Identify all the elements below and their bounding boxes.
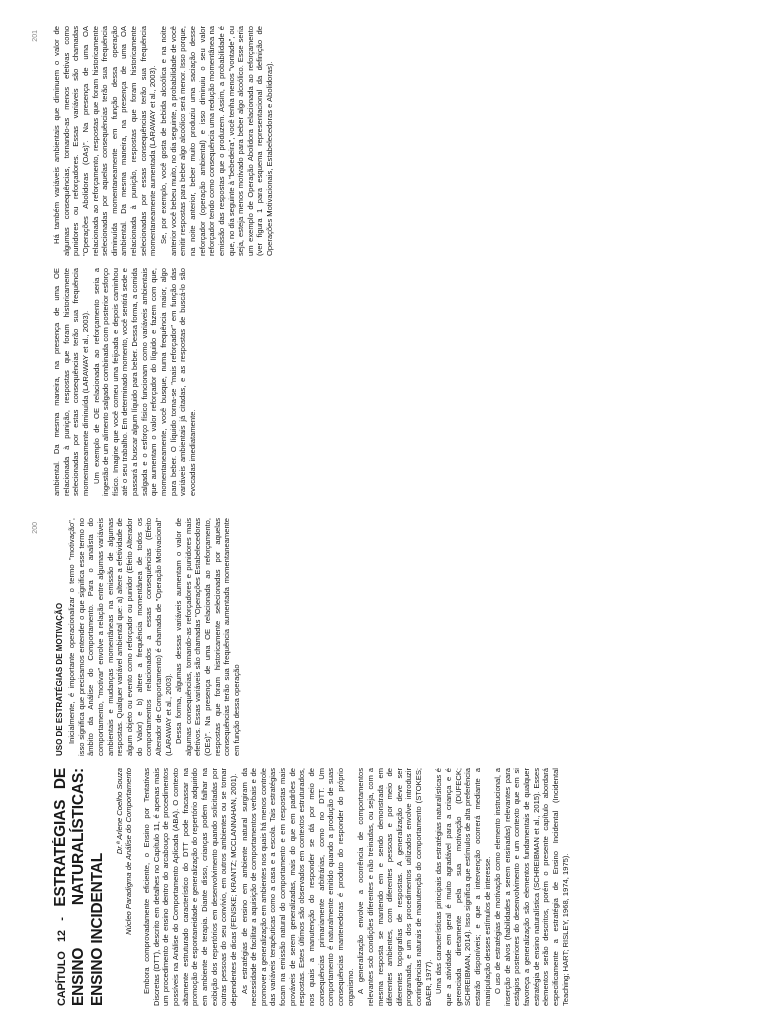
paragraph: Se, por exemplo, você gosta de bebida alcoólica e na noite anterior você bebeu muito, no dia seguinte, a probabilidade de você emitir respostas para beber algo alcoólico será menor. Isso porque, na noite anterior, beber muito produziu uma saciação desse reforçador (operação ambiental) e isso diminuiu o seu valor reforçador tendo como consequência uma redução momentânea na emissão das respostas que o produzem. Assim, a probabilidade é que, no dia seguinte à "bebedeira", você tenha menos "vontade", ou seja, esteja menos motivado para beber algo alcoólico. Esse seria um exemplo de Operação Abolidora relacionada ao reforçamento (ver figura 1 para esquema representacional da definição de Operações Motivacionais, Estabelecedoras e Abolidoras). — [159, 26, 275, 256]
page-number-left: 200 — [32, 522, 39, 534]
right-page-column-1 — [52, 268, 698, 496]
paragraph: Embora comprovadamente eficiente, o Ensino por Tentativas Discretas (DTT), descrito em detalhes no Capítulo 11, é apenas mais um procedimento de ensino dentro do arcabouço de procedimentos possíveis na Análise do Comportamento Aplicada (ABA). O contexto altamente estruturado característico do DTT pode fracassar na promoção de espontaneidade e generalização do repertório adquirido em ambiente de terapia. Diante disso, crianças podem falhar na exibição dos repertórios em desenvolvimento quando solicitadas por outras pessoas do seu convívio, em outros ambientes ou se tornar dependentes de dicas (FENSKE; KRANTZ; MCCLANNAHAN, 2001). — [142, 768, 238, 1006]
paragraph: O uso de estratégias de motivação como elemento instrucional, a inserção de alvos (habilidades a serem ensinadas) relevantes para estágios posteriores do desenvolvimento e um contexto que em si favoreça a generalização são elementos fundamentais de qualquer estratégia de ensino naturalística (SCHREIBMAN et al., 2015). Esses elementos serão descritos, porém o presente capítulo abordará especificamente a estratégia de Ensino Incidental (Incidental Teaching; HART; RISLEY, 1968, 1974, 1975). — [493, 768, 570, 1006]
paragraph: Dessa forma, algumas dessas variáveis aumentam o valor de algumas consequências, tornando-as reforçadores e punidores mais efetivos. Essas variáveis são chamadas "Operações Estabelecedoras (OEs)". Na presença de uma OE relacionada ao reforçamento, respostas que foram historicamente selecionadas por aquelas consequências terão sua frequência aumentada momentaneamente em função dessa operação — [174, 518, 242, 756]
paragraph: Um exemplo de OE relacionada ao reforçamento seria a ingestão de um alimento salgado combinada com posterior esforço físico. Imagine que você comeu uma feijoada e depois caminhou até o seu trabalho. Em determinado momento, você sentirá sede e passará a buscar algum líquido para beber. Dessa forma, a comida salgada e o esforço físico funcionam como variáveis ambientais que aumentam o valor reforçador do líquido e fazem com que, momentaneamente, você busque, numa frequência maior, algo para beber. O líquido torna-se "mais reforçador" em função das variáveis ambientais já citadas, e as respostas de buscá-lo são evocadas imediatamente. — [91, 268, 197, 496]
section-heading: USO DE ESTRATÉGIAS DE MOTIVAÇÃO — [55, 602, 64, 756]
right-page — [32, 26, 698, 496]
chapter-title-text: ESTRATÉGIAS DE ENSINO NATURALÍSTICAS: ENSINO INCIDENTAL — [52, 768, 106, 1006]
author-affiliation: Núcleo Paradigma de Análise do Comportamento — [124, 768, 134, 935]
left-page-column-2 — [52, 518, 698, 756]
paragraph: A generalização envolve a ocorrência de comportamentos relevantes sob condições diferentes e não treinadas, ou seja, com a mesma resposta se mantendo em e sendo demonstrada em diferentes ambientes, com diferentes pessoas e por meio de diferentes topografias de respostas. A generalização deve ser programada, e um dos procedimentos utilizados envolve introduzir contingências naturais de manutenção do comportamento (STOKES; BAER, 1977). — [356, 768, 433, 1006]
paragraph: ambiental. Da mesma maneira, na presença de uma OE relacionada à punição, respostas que foram historicamente selecionadas por estas consequências terão sua frequência momentaneamente diminuída (LARAWAY et al., 2003). — [52, 268, 90, 496]
page-number-right: 201 — [32, 30, 39, 42]
paragraph: Há também variáveis ambientais que diminuem o valor de algumas consequências, tornando-as menos efetivas como punidores ou reforçadores. Essas variáveis são chamadas "Operações Abolidoras (OAs)". Na presença de uma OA relacionada ao reforçamento, respostas que foram historicamente selecionadas por aquelas consequências terão sua frequência diminuída momentaneamente em função dessa operação ambiental. Da mesma maneira, na presença de uma OA relacionada à punição, respostas que foram historicamente selecionadas por essas consequências terão sua frequência momentaneamente aumentada (LARAWAY et al., 2003). — [52, 26, 158, 256]
paragraph: Inicialmente, é importante operacionalizar o termo "motivação", isso significa que precisamos entender o que significa esse termo no âmbito da Análise do Comportamento. Para o analista do comportamento, "motivar" envolve a relação entre algumas variáveis ambientais e mudanças momentâneas na emissão de algumas respostas. Qualquer variável ambiental que: a) altere a efetividade de algum objeto ou evento como reforçador ou punidor (Efeito Alterador do Valor) e b) altere a frequência momentânea de todos os comportamentos relacionados a essas consequências (Efeito Alterador de Comportamento) é chamada de "Operação Motivacional" (LARAWAY et al., 2003). — [67, 518, 173, 756]
paragraph: As estratégias de ensino em ambiente natural surgiram da necessidade de facilitar a aquisição de comportamentos verbais e de promover a generalização em ambientes nos quais há menos controle das variáveis terapêuticas como a casa e a escola. Tais estratégias focam na emissão natural do comportamento e em respostas mais prováveis de serem generalizadas, mais do que em padrões de respostas. Estes últimos são observados em contextos estruturados, nos quais a manutenção do responder se dá por meio de consequências primariamente arbitrárias, como no DTT. Um comportamento é naturalmente emitido quando a produção de suas consequências mantenedoras é produto do responder do próprio organismo. — [239, 768, 355, 1006]
chapter-title — [52, 768, 107, 1006]
paragraph: Uma das características principais das estratégias naturalísticas é que a atividade em geral é muito agradável para a criança e é gerenciada diretamente pela sua motivação (DUFECK; SCHREIBMAN, 2014). Isso significa que estímulos de alta preferência estarão disponíveis; e que a intervenção ocorrerá mediante a manipulação desses estímulos de interesse. — [434, 768, 492, 1006]
author-name: Dr.ª Arlene Coelho Souza — [114, 768, 124, 855]
right-page-column-2 — [52, 26, 698, 256]
left-page-column-1 — [52, 768, 698, 1006]
left-page — [32, 518, 698, 1006]
chapter-number: CAPÍTULO 12 - — [56, 917, 68, 1006]
